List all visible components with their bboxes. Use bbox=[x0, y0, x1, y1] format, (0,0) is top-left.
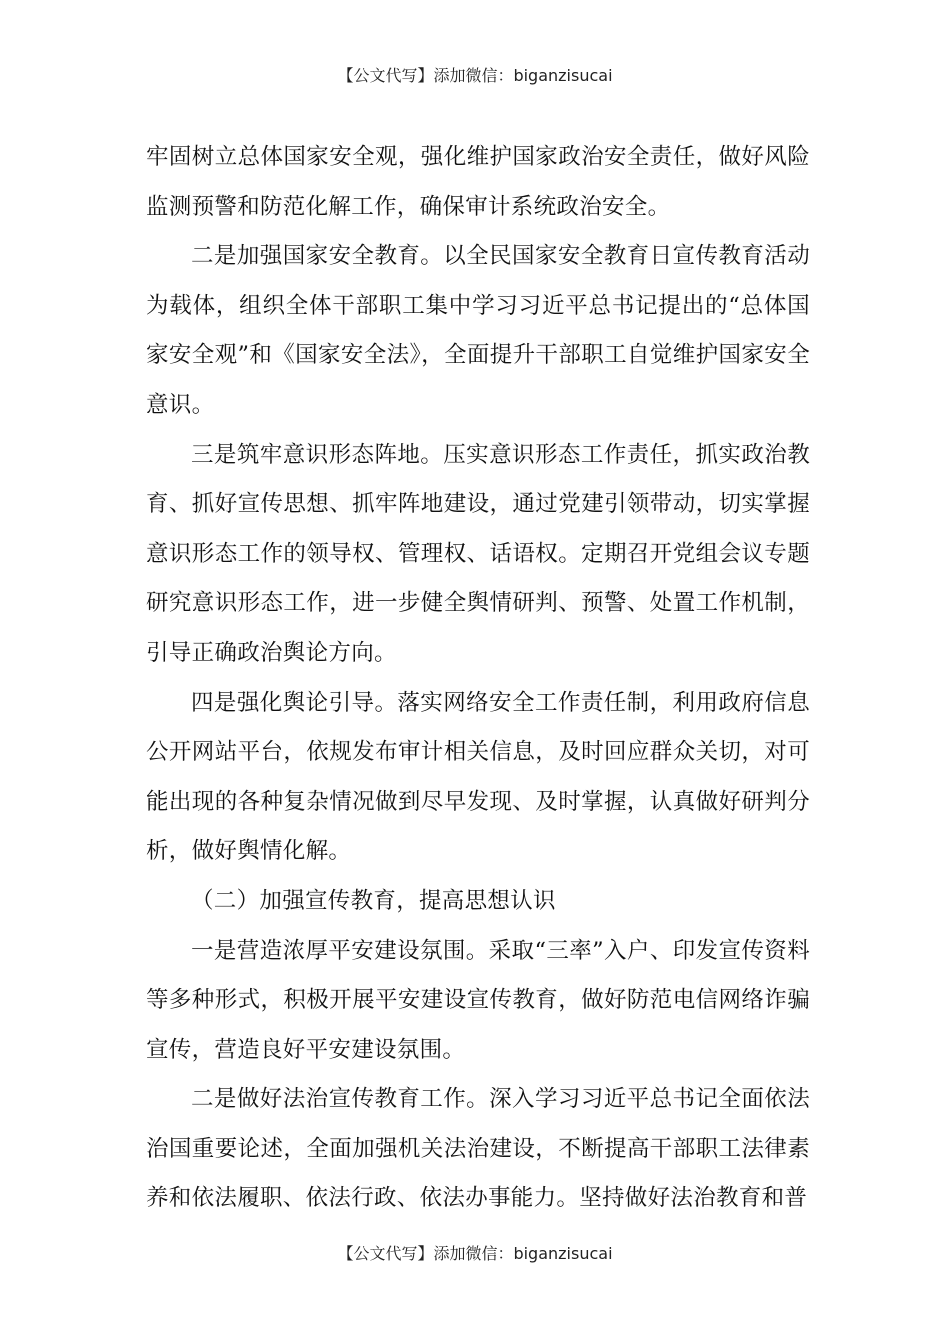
page-header: 【公文代写】添加微信：biganzisucai bbox=[337, 66, 613, 85]
section-heading: （二）加强宣传教育，提高思想认识 bbox=[191, 887, 556, 914]
paragraph-safety-atmosphere: 一是营造浓厚平安建设氛围。采取“三率”入户、印发宣传资料等多种形式，积极开展平安建设宣传教育，做好防范电信网络诈骗宣传，营造良好平安建设氛围。 bbox=[146, 937, 810, 1063]
paragraph-continuation: 牢固树立总体国家安全观，强化维护国家政治安全责任，做好风险监测预警和防范化解工作，确保审计系统政治安全。 bbox=[146, 144, 810, 220]
paragraph-public-opinion: 四是强化舆论引导。落实网络安全工作责任制，利用政府信息公开网站平台，依规发布审计相关信息，及时回应群众关切，对可能出现的各种复杂情况做到尽早发现、及时掌握，认真做好研判分析，做好舆情化解。 bbox=[146, 689, 810, 865]
paragraph-rule-of-law-education: 二是做好法治宣传教育工作。深入学习习近平总书记全面依法治国重要论述，全面加强机关法治建设，不断提高干部职工法律素养和依法履职、依法行政、依法办事能力。坚持做好法治教育和普 bbox=[146, 1086, 810, 1212]
page-footer: 【公文代写】添加微信：biganzisucai bbox=[337, 1244, 613, 1263]
paragraph-national-security-education: 二是加强国家安全教育。以全民国家安全教育日宣传教育活动为载体，组织全体干部职工集中学习习近平总书记提出的“总体国家安全观”和《国家安全法》，全面提升干部职工自觉维护国家安全意识。 bbox=[146, 243, 810, 418]
paragraph-ideology-position: 三是筑牢意识形态阵地。压实意识形态工作责任，抓实政治教育、抓好宣传思想、抓牢阵地建设，通过党建引领带动，切实掌握意识形态工作的领导权、管理权、话语权。定期召开党组会议专题研究意识形态工作，进一步健全舆情研判、预警、处置工作机制，引导正确政治舆论方向。 bbox=[146, 441, 810, 666]
document-body bbox=[146, 133, 810, 1224]
